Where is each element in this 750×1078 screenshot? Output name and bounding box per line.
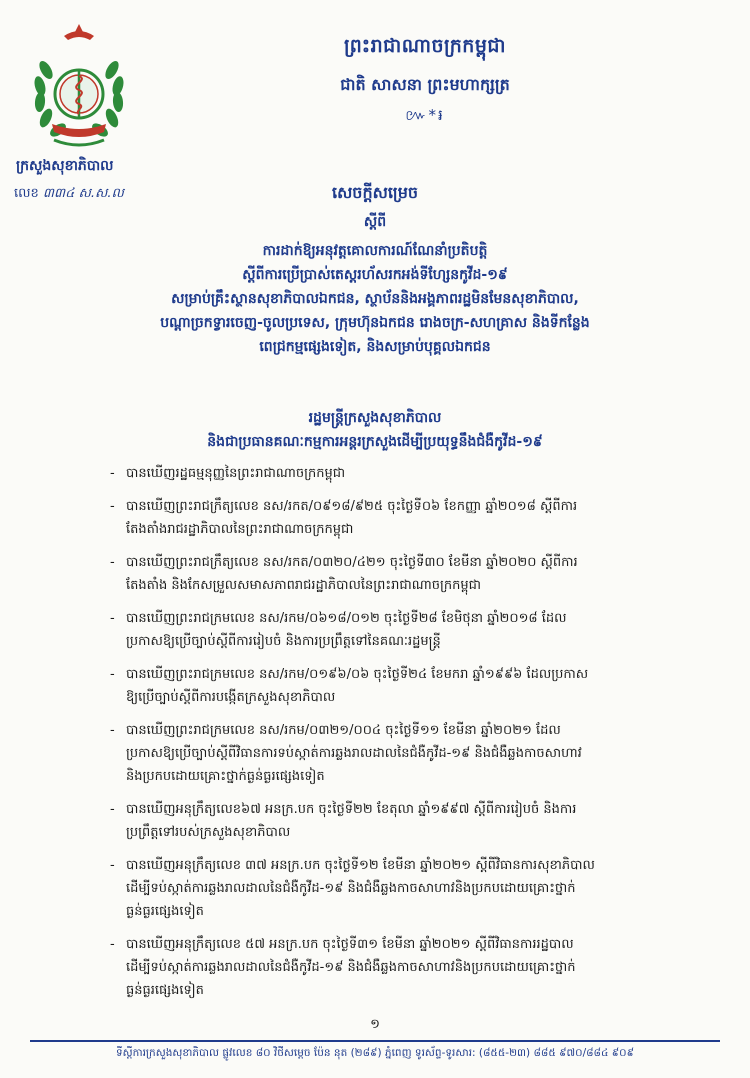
list-dash: - [110, 499, 115, 514]
reference-number: ៣៣៤ ស.ស.ល [42, 186, 124, 201]
list-dash: - [110, 723, 115, 738]
list-item [110, 719, 710, 788]
document-title: សេចក្តីសម្រេច [331, 183, 418, 202]
ministry-logo-block [14, 20, 184, 204]
list-dash: - [110, 937, 115, 952]
title-about: ស្តីពី [363, 214, 387, 230]
list-item-text: បានឃើញរដ្ឋធម្មនុញ្ញនៃព្រះរាជាណាចក្រកម្ពុជា [126, 466, 346, 481]
list-item-text: បានឃើញព្រះរាជក្រឹត្យលេខ នស/រកត/០៩១៨/៩២៥ ចុះថ្ងៃទី០៦ ខែកញ្ញា ឆ្នាំ២០១៨ ស្តីពីការ តែងតាំងរាជរដ្ឋាភិបាលនៃព្រះរាជាណាចក្រកម្ពុជា [126, 499, 578, 537]
list-item-text: បានឃើញព្រះរាជក្រមលេខ នស/រកម/០៦១៨/០១២ ចុះថ្ងៃទី២៨ ខែមិថុនា ឆ្នាំ២០១៨ ដែល ប្រកាសឱ្យប្រើច្បាប់ស្តីពីការរៀបចំ និងការប្រព្រឹត្តទៅនៃគណៈរដ្ឋមន្ត្រី [126, 611, 567, 649]
footer-address: ទីស្តីការក្រសួងសុខាភិបាល ផ្លូវលេខ ៨០ វិថីសម្តេច ប៉ែន នុត (២៨៩) ភ្នំពេញ ទូរស័ព្ទ-ទូរសារ: (៨៥៥-២៣) ៨៨៥ ៩៧០/៨៨៤ ៩០៩ [115, 1047, 635, 1059]
list-item-text: បានឃើញព្រះរាជក្រមលេខ នស/រកម/០១៩៦/០៦ ចុះថ្ងៃទី២៤ ខែមករា ឆ្នាំ១៩៩៦ ដែលប្រកាស ឱ្យប្រើច្បាប់ស្តីពីការបង្កើតក្រសួងសុខាភិបាល [126, 667, 589, 705]
title-line: សម្រាប់គ្រឹះស្ថានសុខាភិបាលឯកជន, ស្ថាប័ននិងអង្គភាពរដ្ឋមិនមែនសុខាភិបាល, [171, 291, 579, 307]
list-dash: - [110, 466, 115, 481]
list-item [110, 854, 710, 923]
list-item [110, 462, 710, 485]
ornament-mark: ៚*៛ [405, 106, 445, 124]
list-item [110, 607, 710, 653]
list-item [110, 551, 710, 597]
footer-divider [30, 1040, 720, 1042]
kingdom-line: ព្រះរាជាណាចក្រកម្ពុជា [344, 35, 506, 57]
list-item [110, 663, 710, 709]
issuer-block [110, 406, 640, 454]
list-item-text: បានឃើញព្រះរាជក្រមលេខ នស/រកម/០៣២១/០០៤ ចុះថ្ងៃទី១១ ខែមីនា ឆ្នាំ២០២១ ដែល ប្រកាសឱ្យប្រើច្បាប់ស្តីពីវិធានការទប់ស្កាត់ការឆ្លងរាលដាលនៃជំងឺកូវីដ-១៩ និងជំងឺឆ្លងកាចសាហាវ និងប្រកបដោយគ្រោះថ្នាក់ធ្ងន់ធ្ងរផ្សេងទៀត [126, 723, 582, 784]
title-line: ស្តីពីការប្រើប្រាស់តេស្តរហ័សរកអង់ទីហ្សែនកូវីដ-១៩ [242, 267, 508, 283]
issuer-subtitle: និងជាប្រធានគណៈកម្មការអន្តរក្រសួងដើម្បីប្រយុទ្ធនឹងជំងឺកូវីដ-១៩ [207, 434, 543, 450]
national-motto: ជាតិ សាសនា ព្រះមហាក្សត្រ [340, 75, 510, 94]
page-number: ១ [370, 1017, 380, 1032]
list-item-text: បានឃើញអនុក្រឹត្យលេខ៦៧ អនក្រ.បក ចុះថ្ងៃទី២២ ខែតុលា ឆ្នាំ១៩៩៧ ស្តីពីការរៀបចំ និងការ ប្រព្រឹត្តទៅរបស់ក្រសួងសុខាភិបាល [126, 802, 577, 840]
list-dash: - [110, 611, 115, 626]
title-line: បណ្តាច្រកទ្វារចេញ-ចូលប្រទេស, ក្រុមហ៊ុនឯកជន រោងចក្រ-សហគ្រាស និងទីកន្លែង [160, 315, 590, 331]
list-item-text: បានឃើញអនុក្រឹត្យលេខ ៣៧ អនក្រ.បក ចុះថ្ងៃទី១២ ខែមីនា ឆ្នាំ២០២១ ស្តីពីវិធានការសុខាភិបាល ដើម្បីទប់ស្កាត់ការឆ្លងរាលដាលនៃជំងឺកូវីដ-១៩ និងជំងឺឆ្លងកាចសាហាវនិងប្រកបដោយគ្រោះថ្នាក់ ធ្ងន់ធ្ងរផ្សេងទៀត [126, 858, 595, 919]
list-dash: - [110, 555, 115, 570]
decision-title-block [90, 182, 660, 359]
list-item [110, 495, 710, 541]
list-item [110, 933, 710, 1002]
list-dash: - [110, 858, 115, 873]
list-item-text: បានឃើញអនុក្រឹត្យលេខ ៥៧ អនក្រ.បក ចុះថ្ងៃទី៣១ ខែមីនា ឆ្នាំ២០២១ ស្តីពីវិធានការរដ្ឋបាល ដើម្បីទប់ស្កាត់ការឆ្លងរាលដាលនៃជំងឺកូវីដ-១៩ និងជំងឺឆ្លងកាចសាហាវនិងប្រកបដោយគ្រោះថ្នាក់ ធ្ងន់ធ្ងរផ្សេងទៀត [126, 937, 576, 998]
list-item-text: បានឃើញព្រះរាជក្រឹត្យលេខ នស/រកត/០៣២០/៤២១ ចុះថ្ងៃទី៣០ ខែមីនា ឆ្នាំ២០២០ ស្តីពីការ តែងតាំង និងកែសម្រួលសមាសភាពរាជរដ្ឋាភិបាលនៃព្រះរាជាណាចក្រកម្ពុជា [126, 555, 578, 593]
list-item [110, 798, 710, 844]
ministry-emblem-icon [24, 20, 134, 152]
issuer-title: រដ្ឋមន្ត្រីក្រសួងសុខាភិបាល [308, 410, 442, 426]
legal-basis-list [110, 462, 710, 1012]
list-dash: - [110, 667, 115, 682]
ministry-name: ក្រសួងសុខាភិបាល [16, 158, 114, 174]
kingdom-heading [260, 34, 590, 128]
reference-prefix: លេខ [14, 186, 39, 201]
title-line: ការដាក់ឱ្យអនុវត្តគោលការណ៍ណែនាំប្រតិបត្តិ [262, 243, 488, 259]
list-dash: - [110, 802, 115, 817]
title-line: ពេជ្រកម្មផ្សេងទៀត, និងសម្រាប់បុគ្គលឯកជន [259, 339, 491, 355]
